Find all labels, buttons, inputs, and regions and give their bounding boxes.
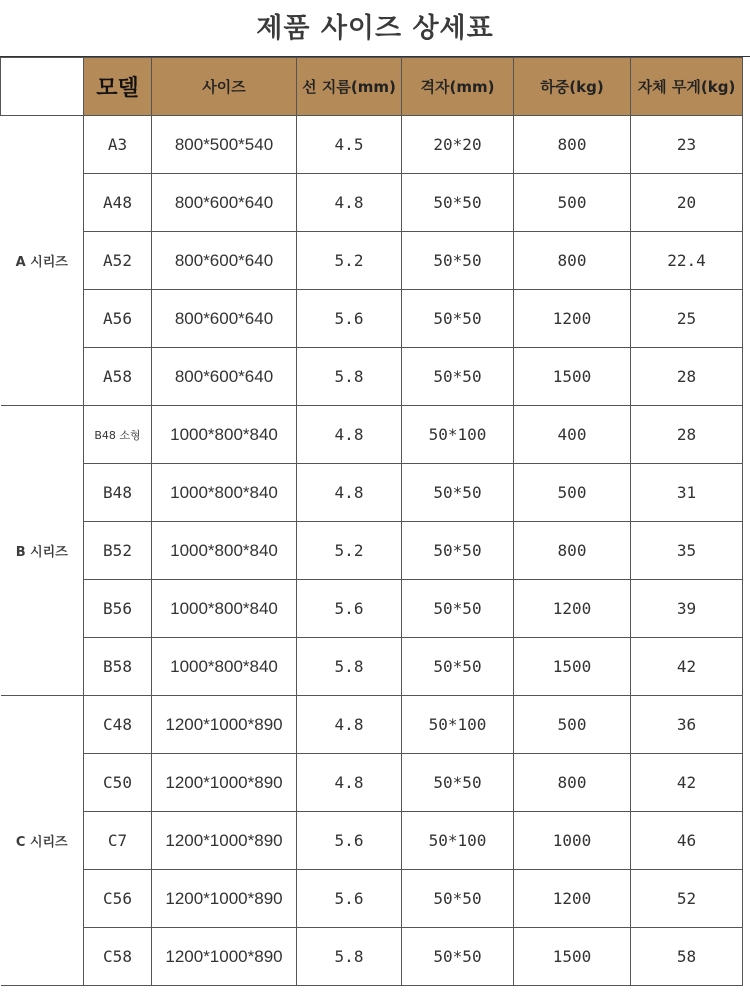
cell-wire: 5.2 [297, 522, 402, 580]
cell-wire: 5.6 [297, 870, 402, 928]
cell-wire: 5.6 [297, 812, 402, 870]
cell-weight: 23 [631, 116, 743, 174]
table-row [1, 348, 743, 406]
cell-wire: 5.8 [297, 928, 402, 986]
cell-mesh: 50*50 [402, 754, 514, 812]
cell-load: 400 [514, 406, 631, 464]
cell-size: 1000*800*840 [152, 638, 297, 696]
cell-size: 800*500*540 [152, 116, 297, 174]
size-table [0, 57, 743, 986]
cell-mesh: 50*100 [402, 406, 514, 464]
cell-mesh: 50*50 [402, 580, 514, 638]
header-size: 사이즈 [152, 58, 297, 116]
table-row [1, 522, 743, 580]
cell-size: 800*600*640 [152, 232, 297, 290]
cell-size: 1200*1000*890 [152, 754, 297, 812]
cell-wire: 4.8 [297, 696, 402, 754]
cell-wire: 5.8 [297, 348, 402, 406]
cell-mesh: 50*50 [402, 232, 514, 290]
header-wire: 선 지름(mm) [297, 58, 402, 116]
cell-load: 500 [514, 464, 631, 522]
table-row [1, 174, 743, 232]
cell-size: 1000*800*840 [152, 580, 297, 638]
cell-size: 1200*1000*890 [152, 812, 297, 870]
cell-weight: 39 [631, 580, 743, 638]
cell-load: 1200 [514, 290, 631, 348]
cell-weight: 58 [631, 928, 743, 986]
cell-size: 1200*1000*890 [152, 928, 297, 986]
header-load: 하중(kg) [514, 58, 631, 116]
cell-mesh: 50*50 [402, 522, 514, 580]
cell-load: 800 [514, 754, 631, 812]
cell-model: C56 [84, 870, 152, 928]
cell-load: 500 [514, 696, 631, 754]
table-row [1, 406, 743, 464]
table-row [1, 754, 743, 812]
cell-load: 1200 [514, 870, 631, 928]
cell-load: 800 [514, 522, 631, 580]
cell-load: 1500 [514, 928, 631, 986]
cell-mesh: 50*50 [402, 928, 514, 986]
cell-load: 1500 [514, 348, 631, 406]
cell-wire: 4.8 [297, 754, 402, 812]
cell-wire: 4.8 [297, 464, 402, 522]
cell-weight: 22.4 [631, 232, 743, 290]
cell-mesh: 50*100 [402, 696, 514, 754]
cell-size: 1200*1000*890 [152, 870, 297, 928]
table-row [1, 812, 743, 870]
table-row [1, 232, 743, 290]
table-row [1, 638, 743, 696]
cell-wire: 4.8 [297, 174, 402, 232]
table-row [1, 116, 743, 174]
cell-model: A48 [84, 174, 152, 232]
cell-wire: 5.2 [297, 232, 402, 290]
cell-weight: 52 [631, 870, 743, 928]
header-weight: 자체 무게(kg) [631, 58, 743, 116]
cell-size: 800*600*640 [152, 348, 297, 406]
series-label: A 시리즈 [1, 116, 84, 406]
cell-wire: 5.6 [297, 580, 402, 638]
series-label: B 시리즈 [1, 406, 84, 696]
cell-size: 1000*800*840 [152, 406, 297, 464]
cell-model: C50 [84, 754, 152, 812]
cell-model: A3 [84, 116, 152, 174]
table-row [1, 870, 743, 928]
cell-load: 800 [514, 116, 631, 174]
header-model: 모델 [84, 58, 152, 116]
table-row [1, 696, 743, 754]
cell-size: 800*600*640 [152, 290, 297, 348]
header-mesh: 격자(mm) [402, 58, 514, 116]
cell-mesh: 50*50 [402, 290, 514, 348]
cell-model: B52 [84, 522, 152, 580]
cell-weight: 31 [631, 464, 743, 522]
cell-weight: 36 [631, 696, 743, 754]
cell-size: 1000*800*840 [152, 522, 297, 580]
cell-size: 1200*1000*890 [152, 696, 297, 754]
cell-mesh: 20*20 [402, 116, 514, 174]
table-row [1, 580, 743, 638]
cell-model: B48 [84, 464, 152, 522]
cell-weight: 35 [631, 522, 743, 580]
table-body [1, 116, 743, 986]
cell-model: B58 [84, 638, 152, 696]
cell-weight: 28 [631, 406, 743, 464]
cell-model: B56 [84, 580, 152, 638]
cell-model: C48 [84, 696, 152, 754]
cell-model: C7 [84, 812, 152, 870]
cell-weight: 42 [631, 638, 743, 696]
cell-wire: 5.8 [297, 638, 402, 696]
cell-load: 1000 [514, 812, 631, 870]
cell-wire: 4.8 [297, 406, 402, 464]
cell-size: 800*600*640 [152, 174, 297, 232]
table-header-row [1, 58, 743, 116]
cell-model: A58 [84, 348, 152, 406]
cell-load: 500 [514, 174, 631, 232]
cell-mesh: 50*50 [402, 174, 514, 232]
cell-mesh: 50*50 [402, 464, 514, 522]
cell-weight: 20 [631, 174, 743, 232]
series-label: C 시리즈 [1, 696, 84, 986]
cell-load: 800 [514, 232, 631, 290]
table-row [1, 464, 743, 522]
cell-load: 1500 [514, 638, 631, 696]
table-row [1, 928, 743, 986]
cell-weight: 25 [631, 290, 743, 348]
cell-weight: 46 [631, 812, 743, 870]
cell-model: A52 [84, 232, 152, 290]
cell-size: 1000*800*840 [152, 464, 297, 522]
cell-mesh: 50*50 [402, 348, 514, 406]
table-row [1, 290, 743, 348]
page-title: 제품 사이즈 상세표 [0, 0, 750, 57]
cell-wire: 4.5 [297, 116, 402, 174]
cell-model: A56 [84, 290, 152, 348]
cell-mesh: 50*50 [402, 870, 514, 928]
cell-load: 1200 [514, 580, 631, 638]
cell-model: C58 [84, 928, 152, 986]
cell-weight: 42 [631, 754, 743, 812]
header-blank [1, 58, 84, 116]
cell-mesh: 50*50 [402, 638, 514, 696]
cell-weight: 28 [631, 348, 743, 406]
cell-model: B48 소형 [84, 406, 152, 464]
cell-wire: 5.6 [297, 290, 402, 348]
cell-mesh: 50*100 [402, 812, 514, 870]
